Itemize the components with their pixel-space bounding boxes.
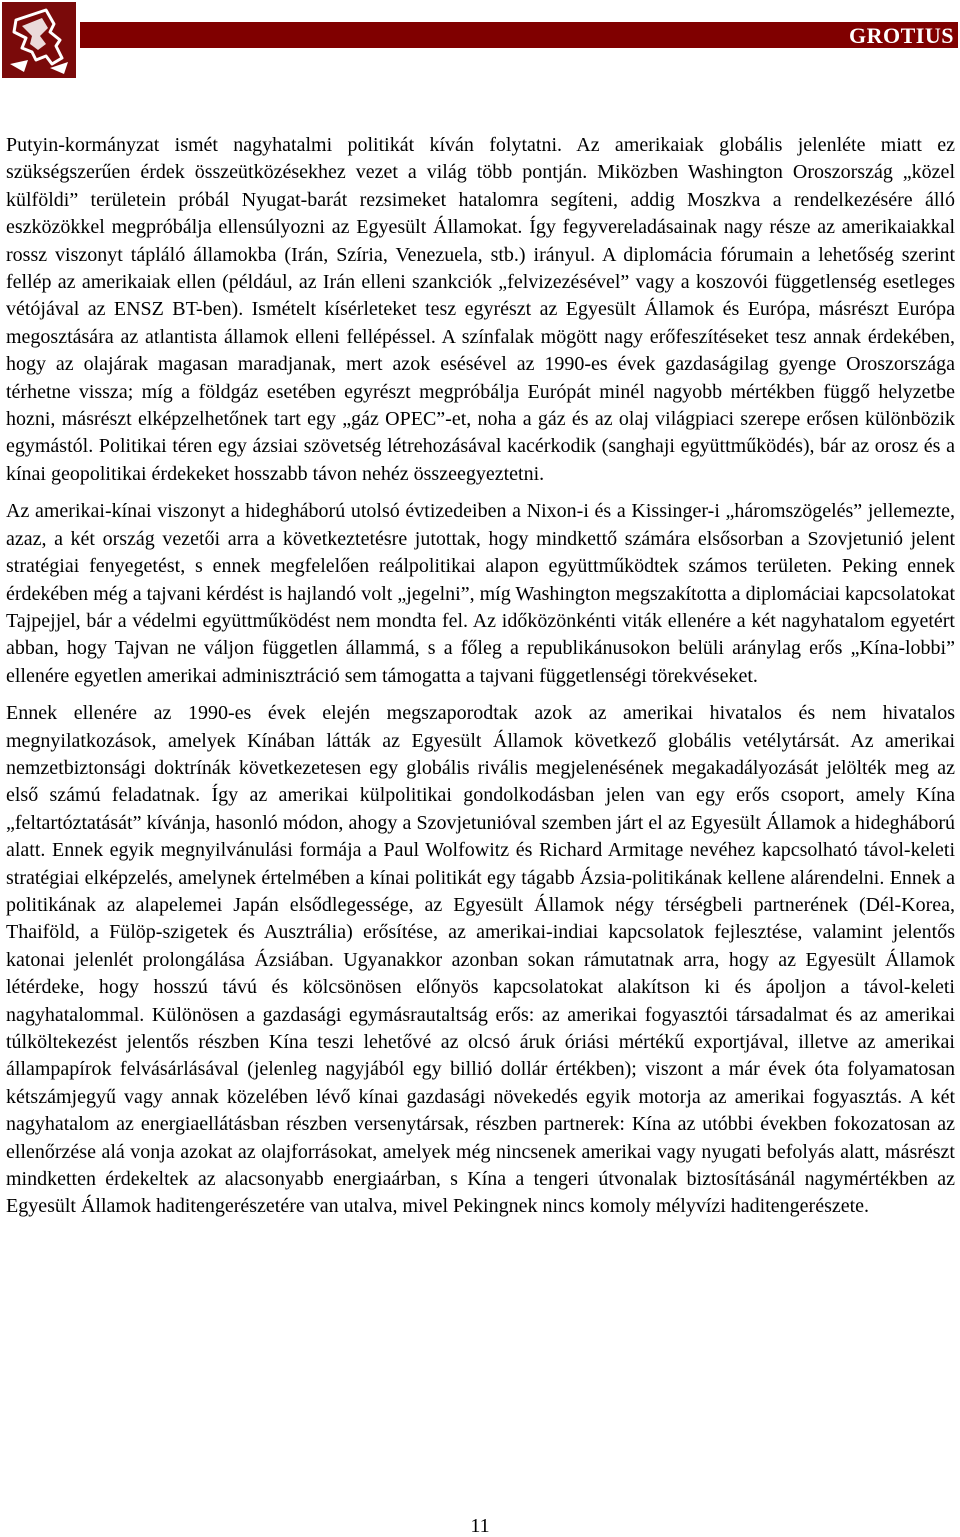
grotius-logo <box>2 2 76 78</box>
page-header <box>0 0 960 80</box>
paragraph: Az amerikai-kínai viszonyt a hidegháború utolsó évtizedeiben a Nixon-i és a Kissinger-i „háromszögelés” jellemezte, azaz, a két ország vezetői arra a következtetésre jutottak, hogy mindkettő számára elsősorban a Szovjetunió jelent stratégiai fenyegetést, s ennek megfelelően reálpolitikai alapon együttműködtek számos területen. Peking ennek érdekében még a tajvani kérdést is hajlandó volt „jegelni”, míg Washington megszakította a diplomáciai kapcsolatokat Tajpejjel, bár a védelmi együttműködést nem mondta fel. Az időközönkénti viták ellenére a két nagyhatalom egyetért abban, hogy Tajvan ne váljon független állammá, s a főleg a republikánusokon belüli aránylag erős „Kína-lobbi” ellenére egyetlen amerikai adminisztráció sem támogatta a tajvani függetlenségi törekvéseket. <box>6 500 955 687</box>
paragraph: Ennek ellenére az 1990-es évek elején megszaporodtak azok az amerikai hivatalos és nem hivatalos megnyilatkozások, amelyek Kínában látták az Egyesült Államok következő globális vetélytársát. Az amerikai nemzetbiztonsági doktrínák következetesen egy globális rivális megjelenésének megakadályozását jelölték meg az első számú feladatnak. Így az amerikai külpolitikai gondolkodásban jelen van egy erős csoport, amely Kína „feltartóztatását” kívánja, hasonló módon, ahogy a Szovjetunióval szemben járt el az Egyesült Államok a hidegháború alatt. Ennek egyik megnyilvánulási formája a Paul Wolfowitz és Richard Armitage nevéhez kapcsolható távol-keleti stratégiai elképzelés, amelynek értelmében a kínai politikát egy tágabb Ázsia-politikának kellene alárendelni. Ennek a politikának az alapelemei Japán elsődlegessége, az Egyesült Államok négy térségbeli partnerének (Dél-Korea, Thaiföld, a Fülöp-szigetek és Ausztrália) erősítése, az amerikai-indiai kapcsolatok fejlesztése, valamint jelentős katonai jelenlét prolongálása Ázsiában. Ugyanakkor azonban sokan rámutatnak arra, hogy az Egyesült Államok létérdeke, hogy hosszú távú és kölcsönösen előnyös kapcsolatokat alakítson ki és ápoljon a távol-keleti nagyhatalommal. Különösen a gazdasági egymásrautaltság erős: az amerikai fogyasztói társadalmat és az amerikai túlköltekezést jelentős részben Kína teszi lehetővé az olcsó áruk óriási mértékű exportjával, illetve az amerikai állampapírok felvásárlásával (jelenleg nagyjából egy billió dollár értékben); viszont a már évek óta folyamatosan kétszámjegyű vagy annak közelében lévő kínai gazdasági növekedés egyik motorja az amerikai fogyasztás. A két nagyhatalom az energiaellátásban részben versenytársak, részben partnerek: Kína az utóbbi években fokozatosan az ellenőrzése alá vonja azokat az olajforrásokat, amelyek még nincsenek amerikai vagy nyugati befolyás alatt, másrészt mindketten érdekeltek az alacsonyabb energiaárban, s Kína a tengeri útvonalak biztosításánál nagymértékben az Egyesült Államok haditengerészetére van utalva, mivel Pekingnek nincs komoly mélyvízi haditengerészete. <box>6 702 955 1218</box>
document-body <box>6 132 955 1231</box>
grotius-logo-icon <box>2 2 76 78</box>
header-bar <box>80 22 958 48</box>
page-number: 11 <box>470 1515 490 1537</box>
brand-title: GROTIUS <box>849 23 954 48</box>
paragraph: Putyin-kormányzat ismét nagyhatalmi politikát kíván folytatni. Az amerikaiak globális jelenléte miatt ez szükségszerűen érdek összeütközésekhez vezet a világ több pontján. Miközben Washington Oroszország „közel külföldi” területein próbál Nyugat-barát rezsimeket hatalomra segíteni, addig Moszkva a rendelkezésére álló eszközökkel megpróbálja ellensúlyozni az Egyesült Államokat. Így fegyvereladásainak nagy része az amerikaiakkal rossz viszonyt tápláló államokba (Irán, Szíria, Venezuela, stb.) irányul. A diplomácia fórumain a lehetőség szerint fellép az amerikaiak ellen (például, az Irán elleni szankciók „felvizezésével” vagy a koszovói függetlenség esetleges vétójával az ENSZ BT-ben). Ismételt kísérleteket tesz egyrészt az Egyesült Államok és Európa, másrészt Európa megosztására az atlantista államok elleni fellépéssel. A színfalak mögött nagy erőfeszítéseket tesz annak érdekében, hogy az olajárak magasan maradjanak, mert azok esésével az 1990-es évek gazdaságilag gyenge Oroszországa térhetne vissza; míg a földgáz esetében egyrészt megpróbálja Európát minél nagyobb mértékben függő helyzetbe hozni, másrészt elképzelhetőnek tart egy „gáz OPEC”-et, noha a gáz és az olaj világpiaci szerepe erősen különbözik egymástól. Politikai téren egy ázsiai szövetség létrehozásával kacérkodik (sanghaji együttműködés), bár az orosz és a kínai geopolitikai érdekeket hosszabb távon nehéz összeegyeztetni. <box>6 134 955 485</box>
